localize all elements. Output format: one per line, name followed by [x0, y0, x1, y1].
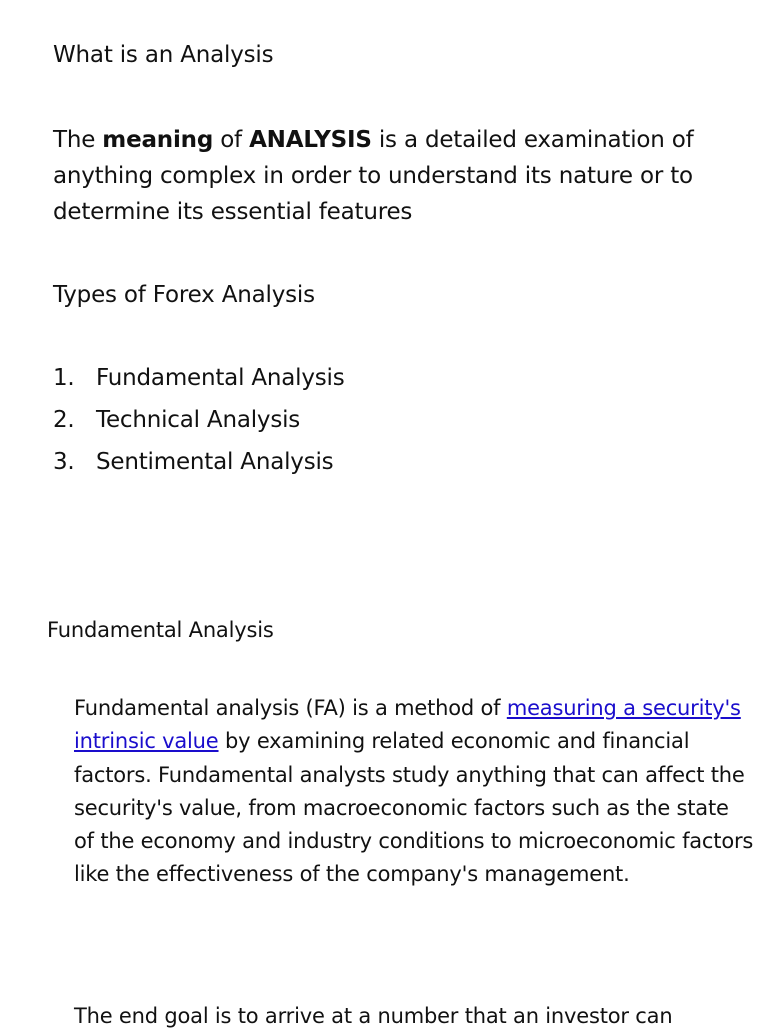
- definition-text-3: is a detailed examination of anything complex in order to understand its nature or to determine its essential features: [53, 127, 694, 225]
- definition-bold-analysis: ANALYSIS: [249, 127, 372, 153]
- fundamental-analysis-paragraph-2: The end goal is to arrive at a number that an investor can: [74, 1004, 673, 1028]
- fa-text-start: Fundamental analysis (FA) is a method of: [74, 696, 507, 720]
- list-item: [53, 403, 345, 445]
- definition-bold-meaning: meaning: [102, 127, 214, 153]
- list-number: 3.: [53, 449, 75, 475]
- heading-what-is-analysis: What is an Analysis: [53, 42, 274, 68]
- list-item: [53, 445, 345, 487]
- types-list: [53, 361, 345, 487]
- list-number: 1.: [53, 365, 75, 391]
- definition-text-2: of: [213, 127, 250, 153]
- intrinsic-value-link[interactable]: measuring a security's intrinsic value: [74, 696, 741, 754]
- fa-text-end: by examining related economic and financial factors. Fundamental analysts study anything that can affect the security's value, from macroeconomic factors such as the state of the economy and industry conditions to microeconomic factors like the effectiveness of the company's management.: [74, 729, 754, 887]
- list-item-label: Fundamental Analysis: [96, 365, 345, 391]
- list-number: 2.: [53, 407, 75, 433]
- list-item: [53, 361, 345, 403]
- definition-text-1: The: [53, 127, 103, 153]
- analysis-definition-paragraph: [53, 122, 753, 230]
- heading-types-of-forex-analysis: Types of Forex Analysis: [53, 282, 315, 308]
- fundamental-analysis-paragraph: [74, 692, 754, 892]
- list-item-label: Technical Analysis: [96, 407, 301, 433]
- section-title-fundamental-analysis: Fundamental Analysis: [47, 618, 274, 642]
- list-item-label: Sentimental Analysis: [96, 449, 334, 475]
